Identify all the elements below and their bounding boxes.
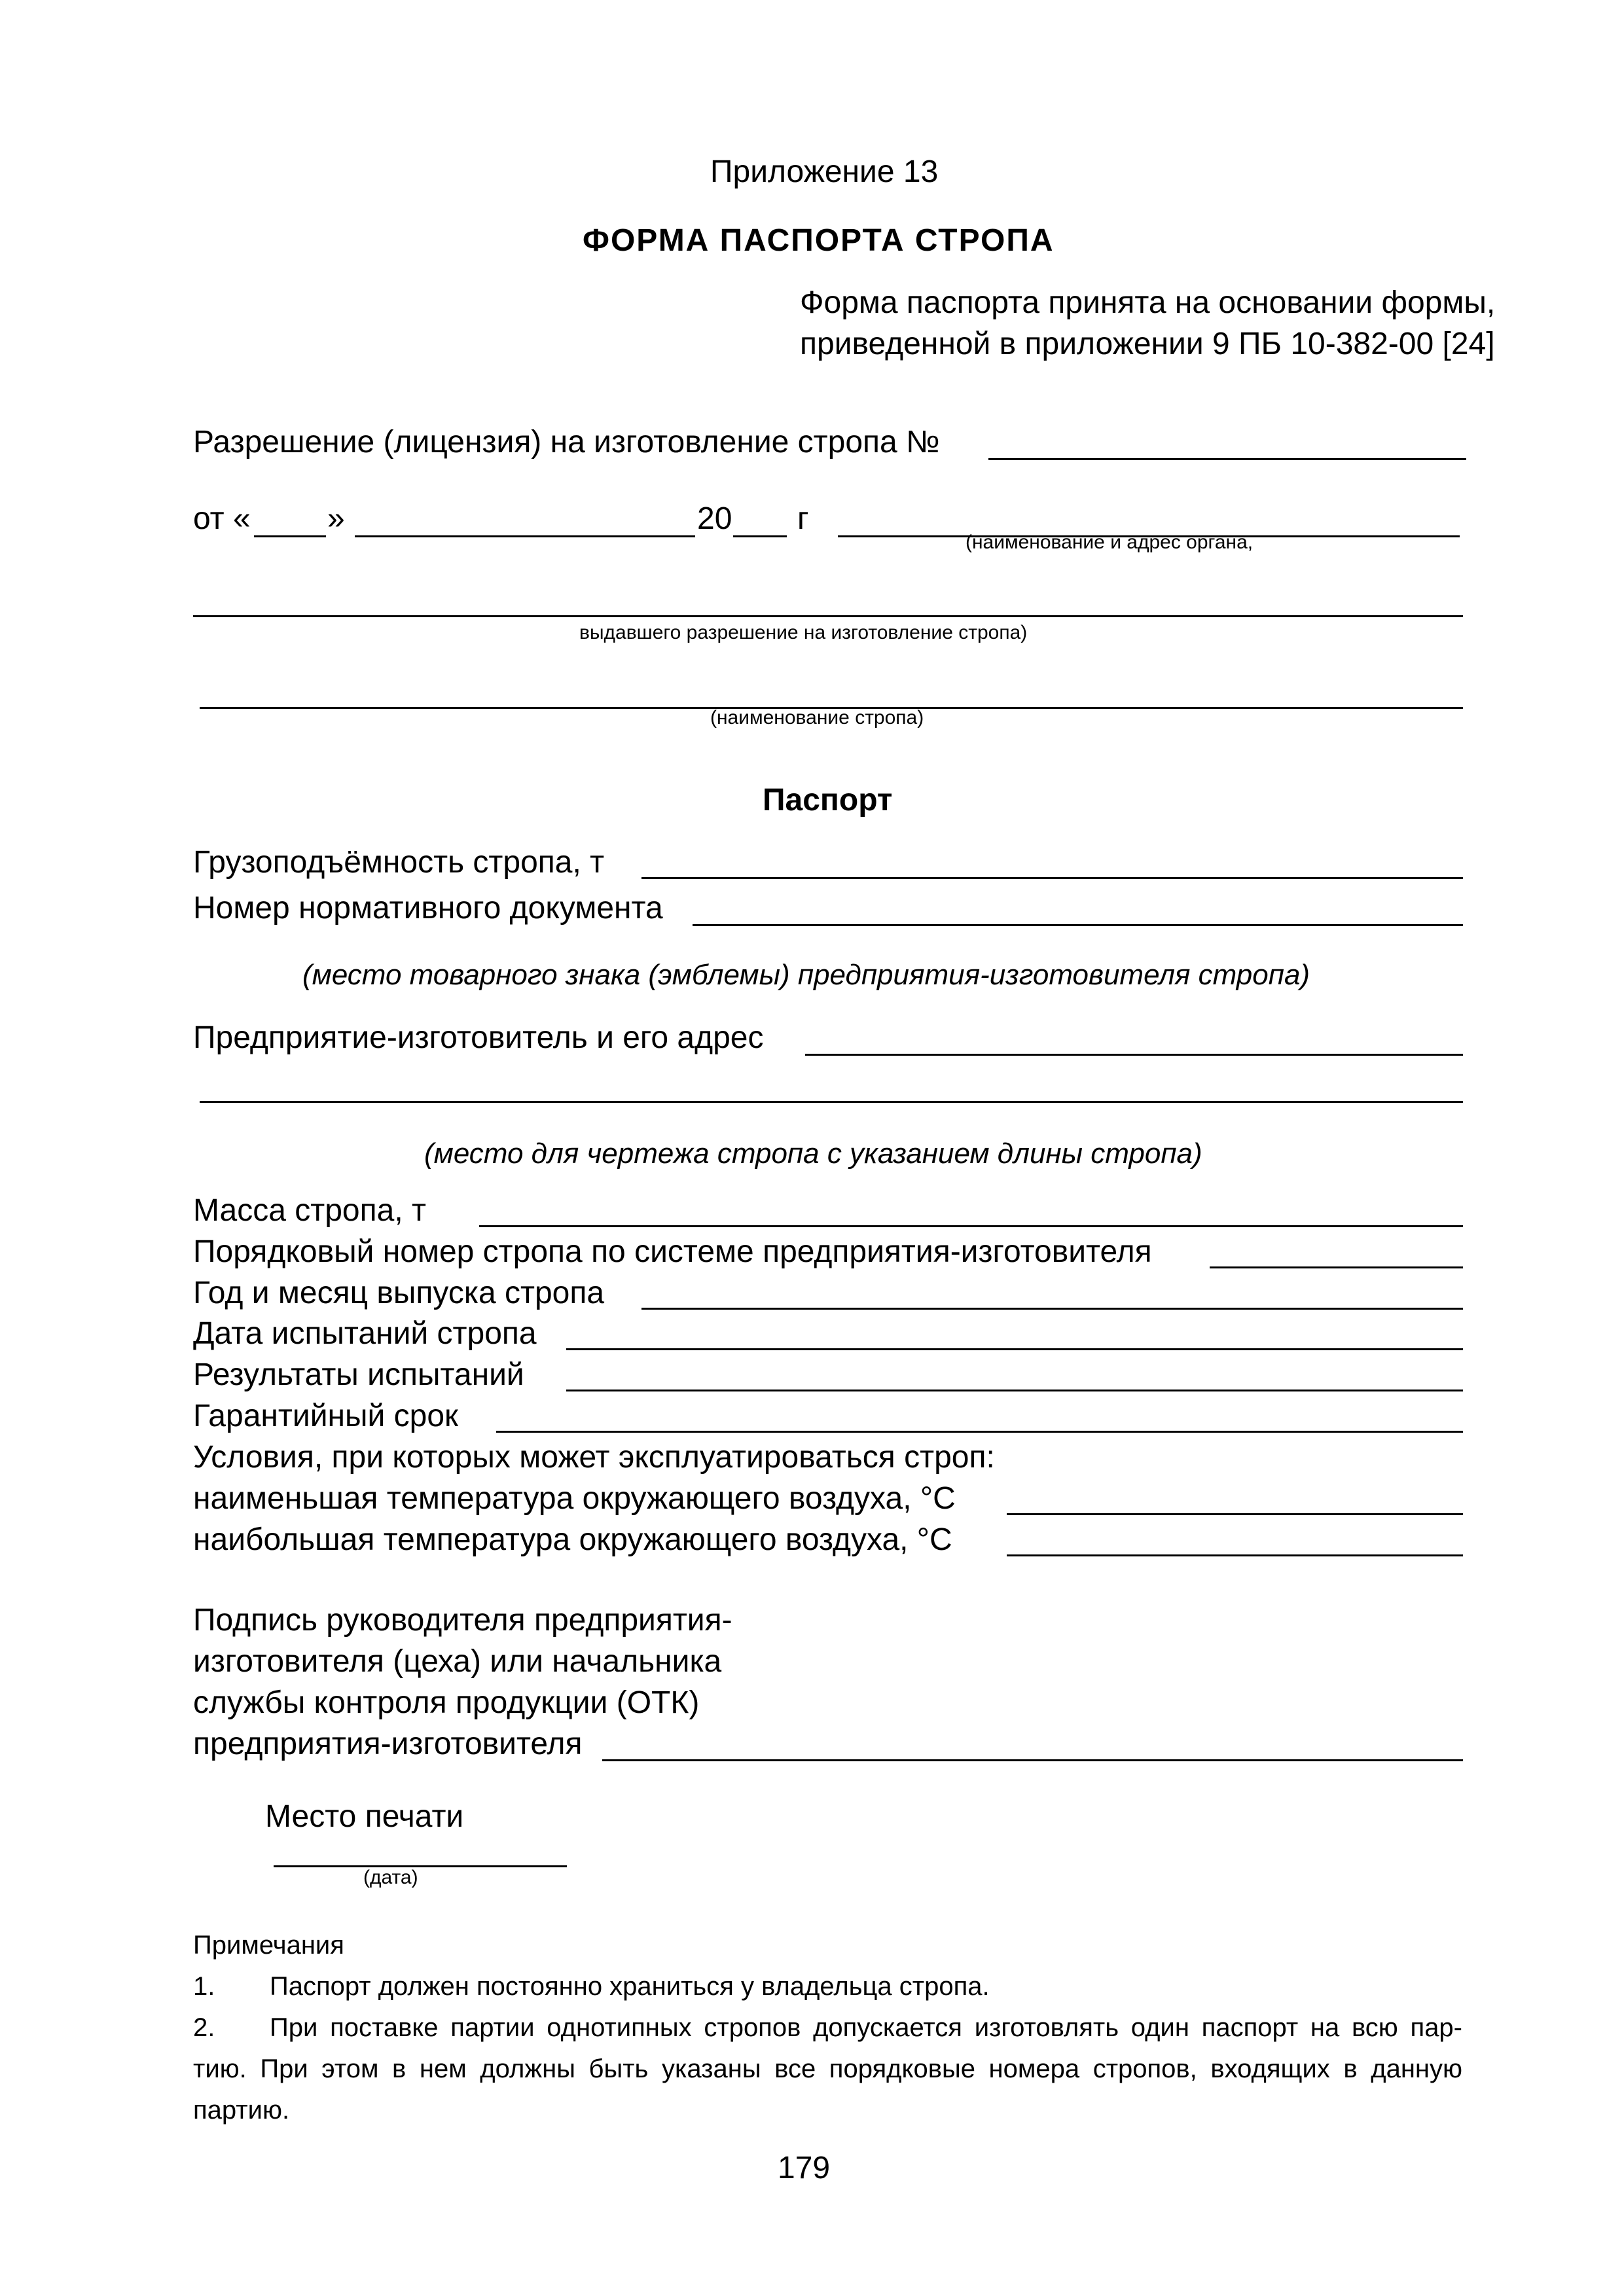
note-1-number: 1. — [193, 1972, 215, 2001]
warranty-label: Гарантийный срок — [193, 1399, 459, 1433]
release-label: Год и месяц выпуска стропа — [193, 1276, 605, 1310]
signature-field[interactable] — [602, 1759, 1463, 1761]
test-date-field[interactable] — [566, 1348, 1463, 1350]
passport-heading: Паспорт — [763, 783, 893, 817]
min-temp-field[interactable] — [1007, 1513, 1463, 1515]
caption-issuer: выдавшего разрешение на изготовление стропа) — [579, 622, 1028, 643]
release-field[interactable] — [641, 1308, 1463, 1310]
caption-organ: (наименование и адрес органа, — [965, 531, 1254, 553]
year-suffix: г — [797, 501, 809, 536]
max-temp-label: наибольшая температура окружающего воздуха, °С — [193, 1522, 952, 1557]
date-caption: (дата) — [363, 1867, 418, 1888]
serial-field[interactable] — [1210, 1266, 1463, 1268]
license-number-field[interactable] — [988, 458, 1466, 460]
conditions-label: Условия, при которых может эксплуатироваться строп: — [193, 1440, 995, 1475]
license-year-field[interactable] — [733, 535, 787, 537]
warranty-field[interactable] — [496, 1431, 1463, 1433]
basis-line-2: приведенной в приложении 9 ПБ 10-382-00 [24] — [800, 327, 1495, 361]
note-2-line-1: При поставке партии однотипных стропов допускается изготовлять один паспорт на всю пар- — [270, 2013, 1462, 2042]
page-number: 179 — [778, 2151, 831, 2185]
signature-line-4: предприятия-изготовителя — [193, 1727, 583, 1761]
capacity-field[interactable] — [641, 877, 1463, 879]
note-1-text: Паспорт должен постоянно храниться у владельца стропа. — [270, 1972, 990, 2001]
test-date-label: Дата испытаний стропа — [193, 1316, 537, 1351]
mass-label: Масса стропа, т — [193, 1193, 426, 1228]
test-results-field[interactable] — [566, 1390, 1463, 1391]
date-close-quote: » — [327, 501, 345, 536]
test-results-label: Результаты испытаний — [193, 1357, 524, 1392]
stamp-place: Место печати — [265, 1799, 464, 1834]
manufacturer-field[interactable] — [805, 1054, 1463, 1056]
issuing-authority-field-cont[interactable] — [193, 615, 1463, 617]
mass-field[interactable] — [479, 1225, 1463, 1227]
drawing-note: (место для чертежа стропа с указанием длины стропа) — [424, 1138, 1202, 1170]
caption-sling-name: (наименование стропа) — [710, 707, 924, 728]
norm-doc-label: Номер нормативного документа — [193, 891, 663, 925]
manufacturer-field-cont[interactable] — [200, 1101, 1463, 1103]
capacity-label: Грузоподъёмность стропа, т — [193, 845, 605, 880]
date-from-label: от « — [193, 501, 251, 536]
serial-label: Порядковый номер стропа по системе предприятия-изготовителя — [193, 1234, 1152, 1269]
max-temp-field[interactable] — [1007, 1554, 1463, 1556]
license-label: Разрешение (лицензия) на изготовление стропа № — [193, 425, 940, 459]
notes-heading: Примечания — [193, 1931, 344, 1960]
year-prefix: 20 — [697, 501, 732, 536]
trademark-note: (место товарного знака (эмблемы) предприятия-изготовителя стропа) — [302, 959, 1310, 991]
signature-line-2: изготовителя (цеха) или начальника — [193, 1644, 722, 1679]
license-day-field[interactable] — [254, 535, 326, 537]
note-2-line-3: партию. — [193, 2096, 290, 2125]
norm-doc-field[interactable] — [693, 924, 1463, 926]
signature-line-3: службы контроля продукции (ОТК) — [193, 1685, 700, 1720]
date-field[interactable] — [274, 1865, 567, 1867]
manufacturer-label: Предприятие-изготовитель и его адрес — [193, 1020, 764, 1055]
license-month-field[interactable] — [355, 535, 695, 537]
appendix-number: Приложение 13 — [710, 154, 939, 189]
signature-line-1: Подпись руководителя предприятия- — [193, 1603, 732, 1638]
basis-line-1: Форма паспорта принята на основании формы, — [800, 285, 1496, 320]
page-title: ФОРМА ПАСПОРТА СТРОПА — [583, 223, 1055, 258]
note-2-number: 2. — [193, 2013, 215, 2042]
min-temp-label: наименьшая температура окружающего воздуха, °С — [193, 1481, 956, 1516]
note-2-line-2: тию. При этом в нем должны быть указаны все порядковые номера стропов, входящих в данную — [193, 2054, 1462, 2083]
